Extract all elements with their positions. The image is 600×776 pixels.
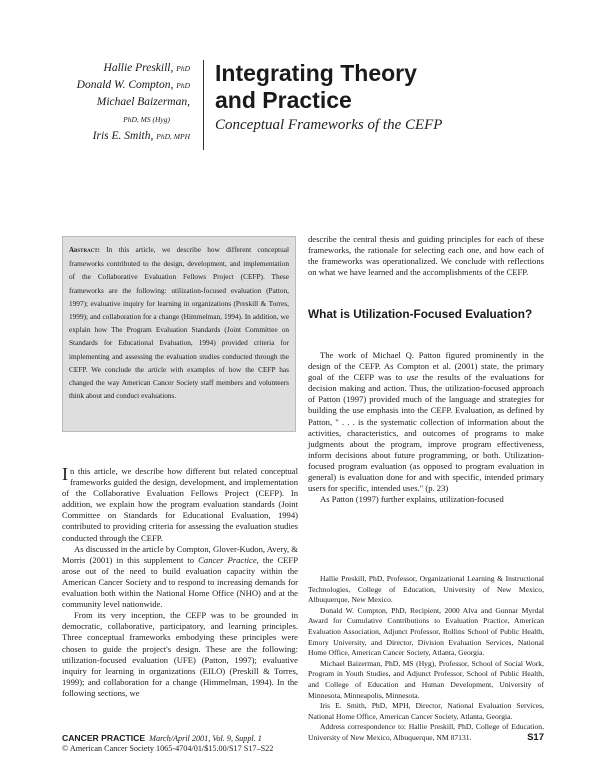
journal-name: CANCER PRACTICE xyxy=(62,733,146,743)
author-name: Donald W. Compton, PhD xyxy=(76,79,190,91)
abstract-box xyxy=(62,236,296,432)
author-note: Iris E. Smith, PhD, MPH, Director, National Evaluation Services, National Home Office, American Cancer Society, Atlanta, Georgia. xyxy=(308,701,544,721)
body-right-column-top xyxy=(308,234,544,278)
abstract-label: Abstract: xyxy=(69,246,101,254)
drop-cap: I xyxy=(62,464,68,484)
author-name: Hallie Preskill, PhD xyxy=(103,62,190,74)
body-paragraph: describe the central thesis and guiding principles for each of these frameworks, the rationale for selecting each one, and how each of the frameworks was operationalized. We conclude with reflections on what we have learned and the accomplishments of the CEFP. xyxy=(308,234,544,278)
body-paragraph: As discussed in the article by Compton, Glover-Kudon, Avery, & Morris (2001) in this supplement to Cancer Practice, the CEFP arose out of the need to build evaluation capacity within the American Cancer Society and to respond to increasing demands for evaluation both within the National Home Office (NHO) and at the community level nationwide. xyxy=(62,543,298,610)
abstract-text: In this article, we describe how different conceptual frameworks contributed to the design, development, and implementation of the Collaborative Evaluation Fellows Project (CEFP). These frameworks are the following: utilization-focused evaluation (Patton, 1997); evaluative inquiry for learning in organizations (Preskill & Torres, 1999); and collaboration for a change (Himmelman, 1994). In addition, we explain how The Program Evaluation Standards (Joint Committee on Standards for Educational Evaluation, 1994) provided criteria for implementing and assessing the evaluation studies conducted through the CEFP. We conclude the article with examples of how the CEFP has changed the way American Cancer Society staff members and volunteers think about and conduct evaluations. xyxy=(69,245,289,401)
copyright-line: © American Cancer Society 1065-4704/01/$15.00/S17 S17–S22 xyxy=(62,744,274,753)
author-degree: PhD, MS (Hyg) xyxy=(123,115,170,124)
page-footer xyxy=(62,733,544,754)
author-note: Michael Baizerman, PhD, MS (Hyg), Professor, School of Social Work, Program in Youth Studies, and Adjunct Professor, School of Public Health, and College of Education and Human Development, University of Minnesota, Minneapolis, Minnesota. xyxy=(308,658,544,700)
author-note: Address correspondence to: Hallie Preskill, PhD, College of Education, University of New Mexico, Albuquerque, NM 87131. xyxy=(308,722,544,742)
body-paragraph: As Patton (1997) further explains, utilization-focused xyxy=(320,494,504,505)
body-paragraph: The work of Michael Q. Patton figured prominently in the design of the CEFP. As Compton et al. (2001) state, the primary goal of the CEFP was to use the results of the evaluations for decision making and action. Thus, the utilization-focused approach of Patton (1997) provided much of the language and strategies for building the use emphasis into the CEFP. Evaluation, as defined by Patton, " . . . is the systematic collection of information about the activities, characteristics, and outcomes of programs to make judgments about the program, improve program effectiveness, inform decisions about future programming, or both. Utilization-focused program evaluation (as opposed to program evaluation in general) is evaluation done for and with specific, intended primary users for specific, intended uses." (p. 23) xyxy=(308,350,544,494)
section-heading: What is Utilization-Focused Evaluation? xyxy=(308,307,533,321)
author-list xyxy=(60,60,190,145)
body-left-column xyxy=(62,466,298,699)
issue-info: March/April 2001, Vol. 9, Suppl. 1 xyxy=(149,734,262,743)
body-right-column xyxy=(308,350,544,505)
author-notes xyxy=(308,574,544,744)
body-paragraph: In this article, we describe how different but related conceptual frameworks guided the design, development, and implementation of the Collaborative Evaluation Fellows Project (CEFP). In addition, we explain how the program evaluation standards (Joint Committee on Standards for Educational Evaluation, 1994) contributed to providing criteria for assessing the evaluation studies conducted through the CEFP. xyxy=(62,464,298,543)
page-number: S17 xyxy=(527,732,544,743)
article-title: Integrating Theory and Practice xyxy=(215,60,417,113)
author-note: Donald W. Compton, PhD, Recipient, 2000 Alva and Gunnar Myrdal Award for Cumulative Contributions to Evaluation Practice, American Evaluation Association, Adjunct Professor, Rollins School of Public Health, Emory University, and Director, Division Evaluation Services, National Home Office, American Cancer Society, Atlanta, Georgia. xyxy=(308,605,544,658)
article-subtitle: Conceptual Frameworks of the CEFP xyxy=(215,117,443,133)
author-note: Hallie Preskill, PhD, Professor, Organizational Learning & Instructional Technologies, College of Education, University of New Mexico, Albuquerque, New Mexico. xyxy=(308,574,544,605)
author-name: Michael Baizerman, xyxy=(96,96,190,108)
body-paragraph: From its very inception, the CEFP was to be grounded in democratic, collaborative, participatory, and learning principles. Three conceptual frameworks embodying these principles were chosen to guide the project's design. These are the following: utilization-focused evaluation (UFE) (Patton, 1997); evaluative inquiry for learning in organizations (EILO) (Preskill & Torres, 1999); and collaboration for a change (Himmelman, 1994). In the following sections, we xyxy=(62,610,298,698)
title-divider xyxy=(203,60,204,150)
author-name: Iris E. Smith, PhD, MPH xyxy=(92,130,190,142)
